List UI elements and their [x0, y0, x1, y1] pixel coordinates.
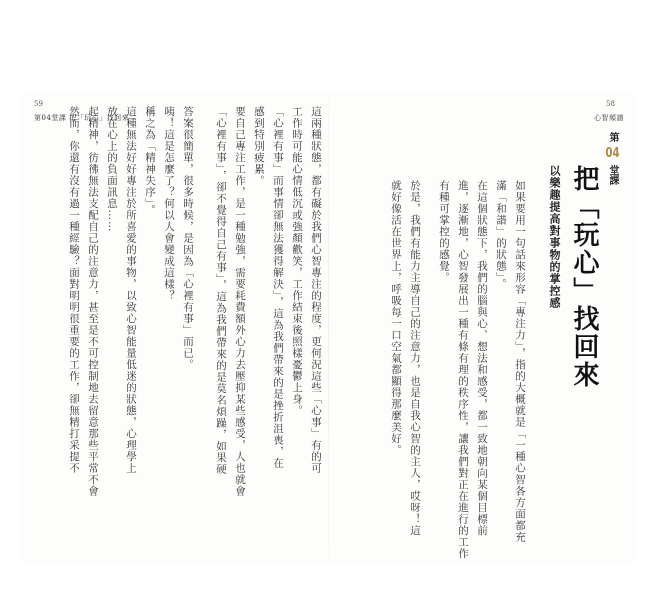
lesson-label-bottom: 堂課 [607, 165, 618, 186]
chapter-subtitle: 以樂趣提高對事物的掌控感 [548, 165, 561, 309]
chapter-title: 把「玩心」找回來 [569, 165, 599, 389]
body-column: 在這個狀態下，我們的腦與心、想法和感受，都一致地朝向某個目標前 [476, 180, 488, 537]
left-page-number: 59 [34, 100, 43, 108]
body-column: 要自己專注工作，是一種勉強，需要耗費額外心力去壓抑某些感受，人也就會 [234, 106, 246, 497]
body-column: 放在心上的負面訊息…… [106, 106, 118, 233]
body-column: 感到特別疲累。 [253, 106, 265, 187]
lesson-number: 04 [605, 147, 620, 161]
body-column: 然而，你還有沒有過一種經驗？面對明明很重要的工作，卻無精打采提不 [68, 106, 80, 474]
right-running-header: 心智頻譜 [594, 114, 624, 122]
body-column: 稱之為「精神失序」。 [144, 106, 156, 216]
body-column: 如果要用一句話來形容「專注力」，指的大概就是「一種心智各方面都充 [514, 180, 526, 543]
body-column: 咦！這是怎麼了？何以人會變成這樣？ [163, 106, 175, 302]
body-column: 答案很簡單，很多時候，是因為「心裡有事」而已。 [182, 106, 194, 371]
body-column: 「心裡有事」，卻不覺得自己有事」，這為我們帶來的是莫名煩躁，如果硬 [215, 106, 227, 475]
body-column: 有種可掌控的感覺。 [438, 180, 450, 284]
body-column: 於是，我們有能力主導自己的注意力，也是自我心智的主人，哎呀！這 [409, 180, 421, 537]
body-column: 「心裡有事」而事情卻無法獲得解決」，這為我們帶來的是挫折沮喪，在 [272, 106, 284, 469]
lesson-marker [600, 132, 622, 185]
page-gutter [328, 92, 329, 562]
body-column: 這兩種狀態，都有礙於我們心智專注的程度，更何況這些「心事」有的可 [310, 106, 322, 474]
body-column: 進，逐漸地，心智發展出一種有條有理的秩序性，讓我們對正在進行的工作 [457, 180, 469, 560]
body-column: 起精神，彷彿無法支配自己的注意力，甚至是不可控制地去留意那些平常不會 [87, 106, 99, 497]
body-column: 工作時可能心情低沉或強顏歡笑，工作結束後照樣憂鬱上身。 [291, 106, 303, 417]
right-page-number: 58 [606, 100, 615, 108]
body-column: 就好像活在世界上，呼吸每一口空氣都顯得那麼美好。 [390, 180, 402, 456]
body-column: 這種無法好好專注於所喜愛的事物，以致心智能量低迷的狀態，心理學上 [125, 106, 137, 474]
lesson-label-top: 第 [607, 132, 618, 142]
left-running-header: 第04堂課 把「玩心」找回來 [34, 114, 130, 122]
body-column: 滿「和諧」的狀態」。 [495, 180, 507, 290]
